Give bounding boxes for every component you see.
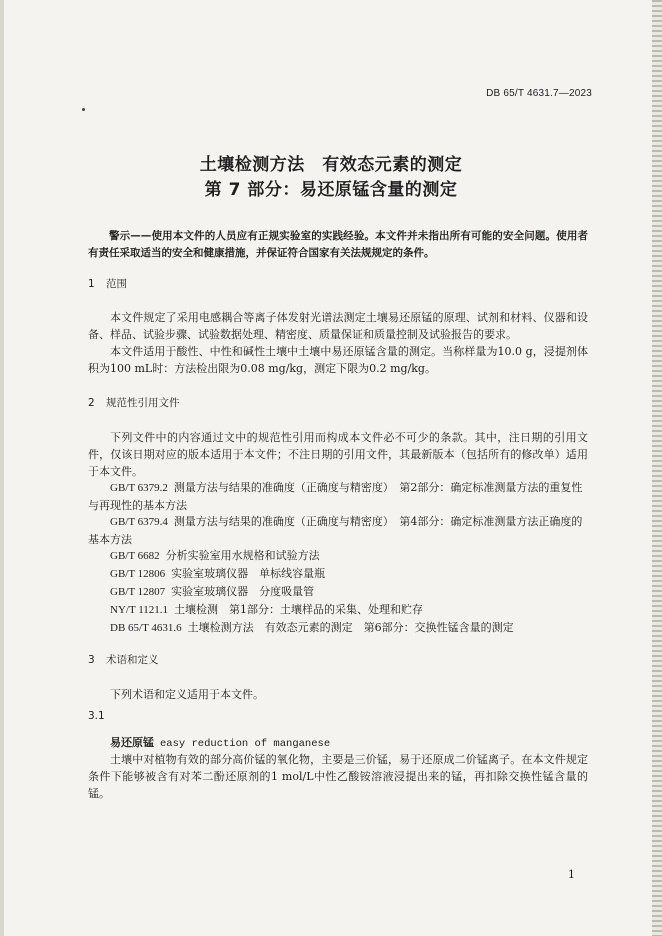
reference-title: 分析实验室用水规格和试验方法 bbox=[165, 549, 320, 562]
reference-code: GB/T 6379.2 bbox=[110, 482, 168, 494]
scan-edge-left bbox=[0, 0, 4, 936]
reference-title: 测量方法与结果的准确度（正确度与精密度） 第2部分：确定标准测量方法的重复性与再现性的基本方法 bbox=[88, 481, 583, 512]
section-1-number: 1 bbox=[88, 278, 95, 290]
reference-code: DB 65/T 4631.6 bbox=[110, 622, 182, 634]
reference-item bbox=[88, 601, 588, 619]
scan-speck bbox=[82, 108, 85, 111]
term-definition: 土壤中对植物有效的部分高价锰的氧化物，主要是三价锰，易于还原成二价锰离子。在本文件规定条件下能够被含有对苯二酚还原剂的1 mol/L中性乙酸铵溶液浸提出来的锰，再扣除交换性锰含量的锰。 bbox=[88, 753, 588, 800]
reference-title: 实验室玻璃仪器 单标线容量瓶 bbox=[171, 567, 326, 580]
reference-title: 测量方法与结果的准确度（正确度与精密度） 第4部分：确定标准测量方法正确度的基本方法 bbox=[88, 515, 583, 546]
scope-paragraph-1: 本文件规定了采用电感耦合等离子体发射光谱法测定土壤易还原锰的原理、试剂和材料、仪器和设备、样品、试验步骤、试验数据处理、精密度、质量保证和质量控制及试验报告的要求。 bbox=[88, 311, 588, 341]
reference-code: NY/T 1121.1 bbox=[110, 604, 169, 616]
term-english: easy reduction of manganese bbox=[160, 738, 331, 750]
reference-item bbox=[88, 619, 588, 637]
scan-edge-right bbox=[652, 0, 662, 936]
normative-intro: 下列文件中的内容通过文中的规范性引用而构成本文件必不可少的条款。其中，注日期的引用文件，仅该日期对应的版本适用于本文件；不注日期的引用文件，其最新版本（包括所有的修改单）适用于本文件。 bbox=[88, 431, 588, 478]
title-line-2: 第 7 部分：易还原锰含量的测定 bbox=[204, 180, 458, 200]
section-1-heading bbox=[88, 276, 127, 291]
reference-title: 实验室玻璃仪器 分度吸量管 bbox=[171, 585, 315, 598]
reference-item bbox=[88, 547, 588, 565]
section-3-title: 术语和定义 bbox=[106, 654, 159, 666]
reference-item bbox=[88, 513, 588, 548]
reference-code: GB/T 12807 bbox=[110, 586, 166, 598]
section-2-number: 2 bbox=[88, 397, 95, 409]
reference-code: GB/T 6682 bbox=[110, 550, 160, 562]
section-3-number: 3 bbox=[88, 654, 95, 666]
terms-intro: 下列术语和定义适用于本文件。 bbox=[110, 688, 264, 701]
document-code: DB 65/T 4631.7—2023 bbox=[486, 88, 592, 99]
reference-item bbox=[88, 565, 588, 583]
reference-code: GB/T 6379.4 bbox=[110, 516, 168, 528]
section-2-heading bbox=[88, 395, 180, 410]
title-line-1: 土壤检测方法 有效态元素的测定 bbox=[199, 155, 463, 175]
reference-title: 土壤检测 第1部分：土壤样品的采集、处理和贮存 bbox=[174, 603, 424, 616]
section-3-heading bbox=[88, 652, 159, 667]
page-number: 1 bbox=[568, 868, 575, 881]
reference-item bbox=[88, 479, 588, 514]
scope-paragraph-2: 本文件适用于酸性、中性和碱性土壤中土壤中易还原锰含量的测定。当称样量为10.0 g，浸提剂体积为100 mL时：方法检出限为0.08 mg/kg，测定下限为0.2 mg/kg。 bbox=[88, 345, 588, 375]
term-number: 3.1 bbox=[88, 710, 105, 722]
reference-code: GB/T 12806 bbox=[110, 568, 166, 580]
term-chinese: 易还原锰 bbox=[110, 736, 154, 749]
reference-item bbox=[88, 583, 588, 601]
section-2-title: 规范性引用文件 bbox=[106, 397, 180, 409]
section-1-title: 范围 bbox=[106, 278, 127, 290]
reference-title: 土壤检测方法 有效态元素的测定 第6部分：交换性锰含量的测定 bbox=[187, 621, 514, 634]
warning-paragraph: 警示——使用本文件的人员应有正规实验室的实践经验。本文件并未指出所有可能的安全问题。使用者有责任采取适当的安全和健康措施，并保证符合国家有关法规规定的条件。 bbox=[88, 230, 588, 259]
